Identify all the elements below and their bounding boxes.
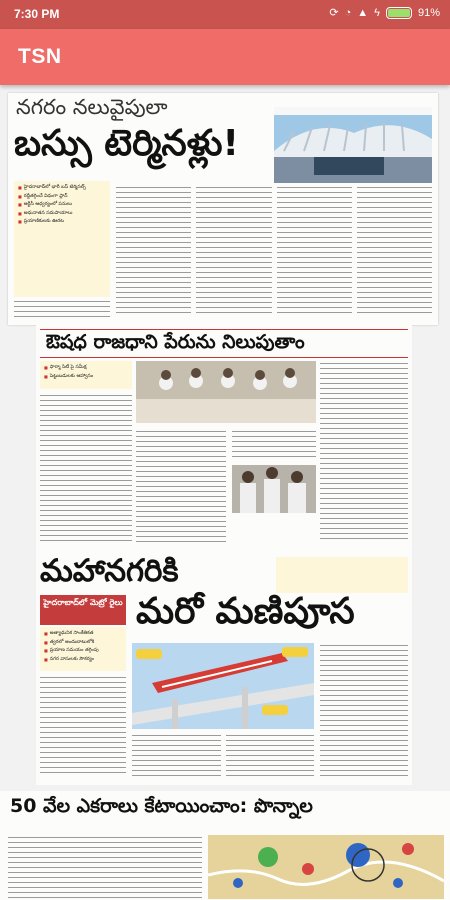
clip1-kicker: నగరం నలువైపులా xyxy=(16,95,168,119)
bus-terminal-photo xyxy=(274,107,432,183)
clip1-bullet: ■ రద్దీతగ్గించే విధంగా ప్లాన్ xyxy=(18,193,106,202)
clip1-bullet: ■ అధునాతన సదుపాయాలు xyxy=(18,210,106,219)
clip2-body-right xyxy=(320,361,408,543)
clip2-body-mid xyxy=(136,429,226,543)
battery-percent: 91% xyxy=(417,6,440,19)
clip1-body-text-2 xyxy=(14,299,110,321)
status-icons xyxy=(329,6,440,19)
clip3-bullet-box xyxy=(40,627,126,671)
clip1-bullet: ■ ప్రయాణికులకు ఊరట xyxy=(18,218,106,227)
clip1-body-text xyxy=(116,185,432,317)
battery-icon xyxy=(386,7,412,19)
clipping-metro[interactable] xyxy=(36,553,412,785)
status-time: 7:30 PM xyxy=(14,7,60,21)
metro-rail-photo xyxy=(132,643,314,729)
delegates-photo xyxy=(232,465,316,513)
clip1-bullet: ■ హైదరాబాద్‌లో భారీ బస్‌ టెర్మినల్స్ xyxy=(18,184,106,193)
app-bar xyxy=(0,29,450,85)
clip3-bullet: ■ ప్రయాణ సమయం తగ్గింపు xyxy=(44,647,122,656)
clip1-bullet-box xyxy=(14,181,110,297)
clip2-body-left xyxy=(40,393,132,543)
wifi-icon: ◔ xyxy=(344,6,352,19)
signal-icon: ▲ xyxy=(357,6,369,19)
clip3-info-box xyxy=(276,557,408,593)
clip3-tag: హైదరాబాద్‌లో మెట్రో రైలు xyxy=(40,595,126,625)
clipping-pharma-capital[interactable] xyxy=(36,325,412,553)
clip2-bullet: ■ ఫార్మా సిటీ పై సమీక్ష xyxy=(44,364,128,373)
charging-icon: ϟ xyxy=(374,6,380,19)
clip3-body-mid xyxy=(132,733,314,777)
clip2-body-mid2 xyxy=(232,429,316,461)
clip3-headline-line2: మరో మణిపూస xyxy=(136,591,355,632)
clip3-bullet: ■ నగర వాసులకు సౌకర్యం xyxy=(44,656,122,665)
sync-icon: ⟳ xyxy=(329,7,339,19)
meeting-photo xyxy=(136,361,316,423)
clip2-bullet: ■ పెట్టుబడులకు ఆహ్వానం xyxy=(44,373,128,382)
newspaper-clippings-viewer[interactable] xyxy=(0,85,450,900)
clipping-ponnala[interactable] xyxy=(0,791,450,900)
divider xyxy=(40,329,408,330)
clip4-headline: 50 వేల ఎకరాలు కేటాయించాం: పొన్నాల xyxy=(10,795,313,817)
clip3-body-left xyxy=(40,675,126,777)
clipping-bus-terminals[interactable] xyxy=(8,93,438,325)
divider xyxy=(40,357,408,358)
status-bar xyxy=(0,0,450,29)
clip2-headline: ఔషధ రాజధాని పేరును నిలుపుతాం xyxy=(46,331,305,353)
map-image xyxy=(208,835,444,899)
clip3-bullet: ■ అత్యాధునిక సాంకేతికత xyxy=(44,630,122,639)
clip3-body-right xyxy=(320,643,408,777)
clip1-headline: బస్సు టెర్మినళ్లు! xyxy=(14,123,239,164)
clip1-bullet: ■ ఆర్టీసీ ఆధ్వర్యంలో పనులు xyxy=(18,201,106,210)
app-title: TSN xyxy=(18,45,62,68)
battery-level-fill xyxy=(388,9,410,17)
clip3-headline-line1: మహానగరికి xyxy=(40,553,179,589)
clip3-bullet: ■ త్వరలో అందుబాటులోకి xyxy=(44,639,122,648)
clip2-bullet-box xyxy=(40,361,132,389)
clip4-body-text xyxy=(8,835,202,899)
